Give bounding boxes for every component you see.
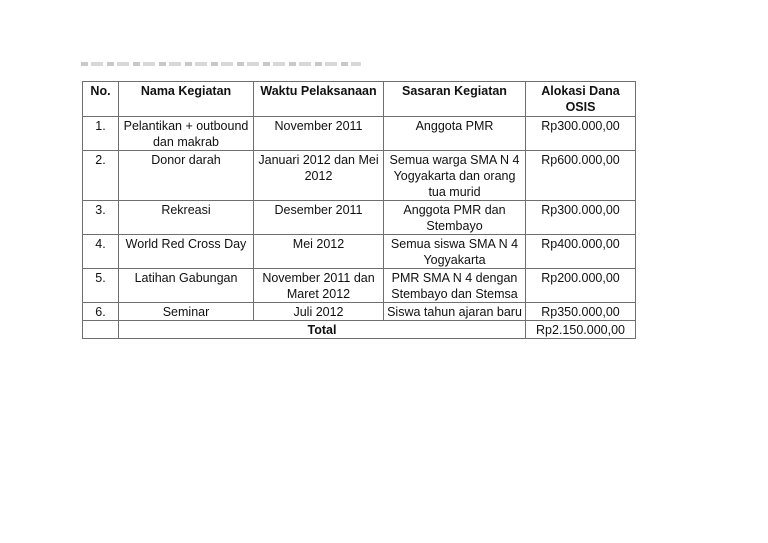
cell-sasaran: Anggota PMR dan Stembayo — [384, 201, 526, 235]
total-value: Rp2.150.000,00 — [526, 321, 636, 339]
total-row — [83, 321, 636, 339]
activity-budget-table — [82, 81, 636, 339]
cell-dana: Rp300.000,00 — [526, 201, 636, 235]
cell-no: 6. — [83, 303, 119, 321]
table-row — [83, 151, 636, 201]
cell-no: 2. — [83, 151, 119, 201]
cell-sasaran: Semua siswa SMA N 4 Yogyakarta — [384, 235, 526, 269]
cell-kegiatan: Latihan Gabungan — [119, 269, 254, 303]
table-row — [83, 303, 636, 321]
cell-waktu: Desember 2011 — [254, 201, 384, 235]
cut-off-heading-fragment — [81, 62, 361, 66]
header-alokasi-dana: Alokasi Dana OSIS — [526, 82, 636, 117]
cell-dana: Rp300.000,00 — [526, 117, 636, 151]
cell-kegiatan: Rekreasi — [119, 201, 254, 235]
table-header-row — [83, 82, 636, 117]
cell-sasaran: PMR SMA N 4 dengan Stembayo dan Stemsa — [384, 269, 526, 303]
table-row — [83, 201, 636, 235]
cell-kegiatan: Pelantikan + outbound dan makrab — [119, 117, 254, 151]
cell-waktu: November 2011 dan Maret 2012 — [254, 269, 384, 303]
cell-waktu: Januari 2012 dan Mei 2012 — [254, 151, 384, 201]
header-waktu-pelaksanaan: Waktu Pelaksanaan — [254, 82, 384, 117]
table-row — [83, 117, 636, 151]
cell-waktu: Mei 2012 — [254, 235, 384, 269]
cell-waktu: Juli 2012 — [254, 303, 384, 321]
cell-dana: Rp200.000,00 — [526, 269, 636, 303]
cell-waktu: November 2011 — [254, 117, 384, 151]
cell-kegiatan: Seminar — [119, 303, 254, 321]
header-no: No. — [83, 82, 119, 117]
cell-empty — [83, 321, 119, 339]
header-sasaran-kegiatan: Sasaran Kegiatan — [384, 82, 526, 117]
table-row — [83, 269, 636, 303]
cell-kegiatan: Donor darah — [119, 151, 254, 201]
header-nama-kegiatan: Nama Kegiatan — [119, 82, 254, 117]
cell-kegiatan: World Red Cross Day — [119, 235, 254, 269]
cell-dana: Rp600.000,00 — [526, 151, 636, 201]
cell-no: 5. — [83, 269, 119, 303]
cell-dana: Rp400.000,00 — [526, 235, 636, 269]
cell-no: 3. — [83, 201, 119, 235]
cell-sasaran: Anggota PMR — [384, 117, 526, 151]
table-row — [83, 235, 636, 269]
cell-sasaran: Semua warga SMA N 4 Yogyakarta dan orang tua murid — [384, 151, 526, 201]
cell-sasaran: Siswa tahun ajaran baru — [384, 303, 526, 321]
cell-no: 1. — [83, 117, 119, 151]
total-label: Total — [119, 321, 526, 339]
cell-dana: Rp350.000,00 — [526, 303, 636, 321]
cell-no: 4. — [83, 235, 119, 269]
